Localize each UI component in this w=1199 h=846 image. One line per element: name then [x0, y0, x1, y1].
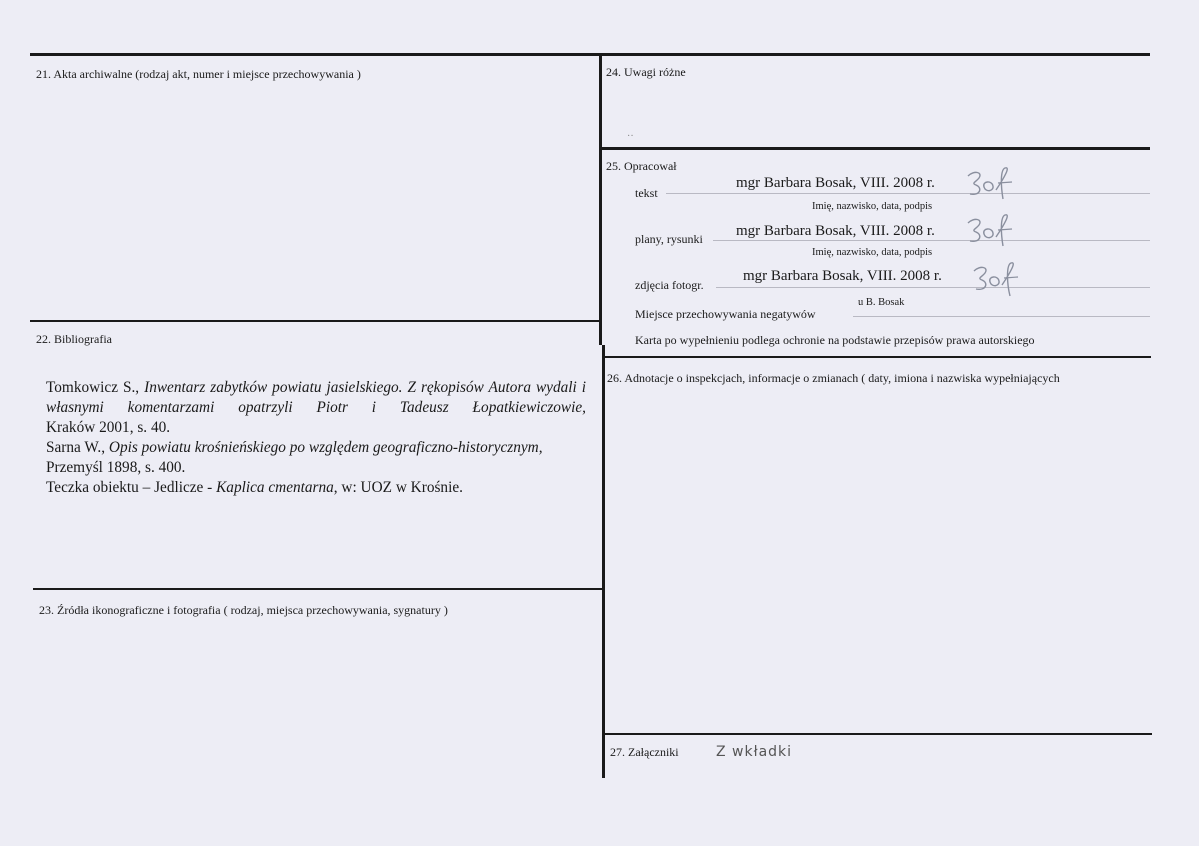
scan-speck: ··	[627, 131, 634, 142]
bib-title: Kaplica cmentarna	[216, 479, 334, 496]
rule-21-22	[30, 320, 600, 322]
zdjecia-line	[716, 287, 1150, 288]
negatives-location-line	[853, 316, 1150, 317]
signature-2	[962, 210, 1018, 248]
section-27-label: 27. Załączniki	[610, 745, 679, 759]
caption-name-date-signature: Imię, nazwisko, data, podpis	[812, 201, 933, 212]
column-divider	[599, 55, 602, 345]
section-23-label: 23. Źródła ikonograficzne i fotografia ( rodzaj, miejsca przechowywania, sygnatury )	[39, 603, 448, 617]
plany-line	[713, 240, 1150, 241]
top-rule	[30, 53, 1150, 56]
bib-rest: Przemyśl 1898, s. 400.	[46, 459, 186, 476]
bibliography-entry	[46, 438, 586, 458]
plany-value: mgr Barbara Bosak, VIII. 2008 r.	[736, 223, 935, 239]
section-25-label: 25. Opracował	[606, 159, 677, 173]
tekst-value: mgr Barbara Bosak, VIII. 2008 r.	[736, 175, 935, 191]
negatives-location-label: Miejsce przechowywania negatywów	[635, 307, 816, 321]
rule-22-23	[33, 588, 603, 590]
caption-name-date-signature: Imię, nazwisko, data, podpis	[812, 247, 933, 258]
section-21-label: 21. Akta archiwalne (rodzaj akt, numer i miejsce przechowywania )	[36, 67, 361, 81]
bib-title: Inwentarz zabytków powiatu jasielskiego. Z rękopisów Autora wydali i własnymi komentarzami opatrzyli Piotr i Tadeusz Łopatkiewiczowie,	[46, 379, 586, 416]
rule-25-26	[602, 356, 1151, 358]
section-24-label: 24. Uwagi różne	[606, 65, 686, 79]
section-26-label: 26. Adnotacje o inspekcjach, informacje o zmianach ( daty, imiona i nazwiska wypełniających	[607, 371, 1060, 385]
plany-label: plany, rysunki	[635, 232, 703, 246]
copyright-note: Karta po wypełnieniu podlega ochronie na podstawie przepisów prawa autorskiego	[635, 333, 1035, 347]
tekst-label: tekst	[635, 186, 658, 200]
bib-rest: Kraków 2001, s. 40.	[46, 419, 171, 436]
bib-rest: , w: UOZ w Krośnie.	[333, 479, 463, 496]
negatives-location-value: u B. Bosak	[858, 297, 905, 308]
signature-3	[968, 258, 1024, 298]
bibliography-list	[46, 378, 586, 498]
bib-author: Tomkowicz S.,	[46, 379, 145, 396]
column-divider-lower	[602, 345, 605, 778]
tekst-line	[666, 193, 1150, 194]
zdjecia-value: mgr Barbara Bosak, VIII. 2008 r.	[743, 268, 942, 284]
bibliography-entry	[46, 378, 586, 418]
signature-1	[962, 163, 1018, 201]
bib-author: Sarna W.,	[46, 439, 109, 456]
zdjecia-label: zdjęcia fotogr.	[635, 278, 704, 292]
rule-24-25	[600, 147, 1150, 150]
attachments-handwritten: Z wkładki	[716, 744, 793, 760]
rule-26-27	[604, 733, 1152, 735]
bib-title: Opis powiatu krośnieńskiego po względem geograficzno-historycznym,	[108, 439, 543, 456]
bibliography-entry	[46, 478, 586, 498]
bib-author: Teczka obiektu – Jedlicze -	[46, 479, 217, 496]
section-22-label: 22. Bibliografia	[36, 332, 112, 346]
